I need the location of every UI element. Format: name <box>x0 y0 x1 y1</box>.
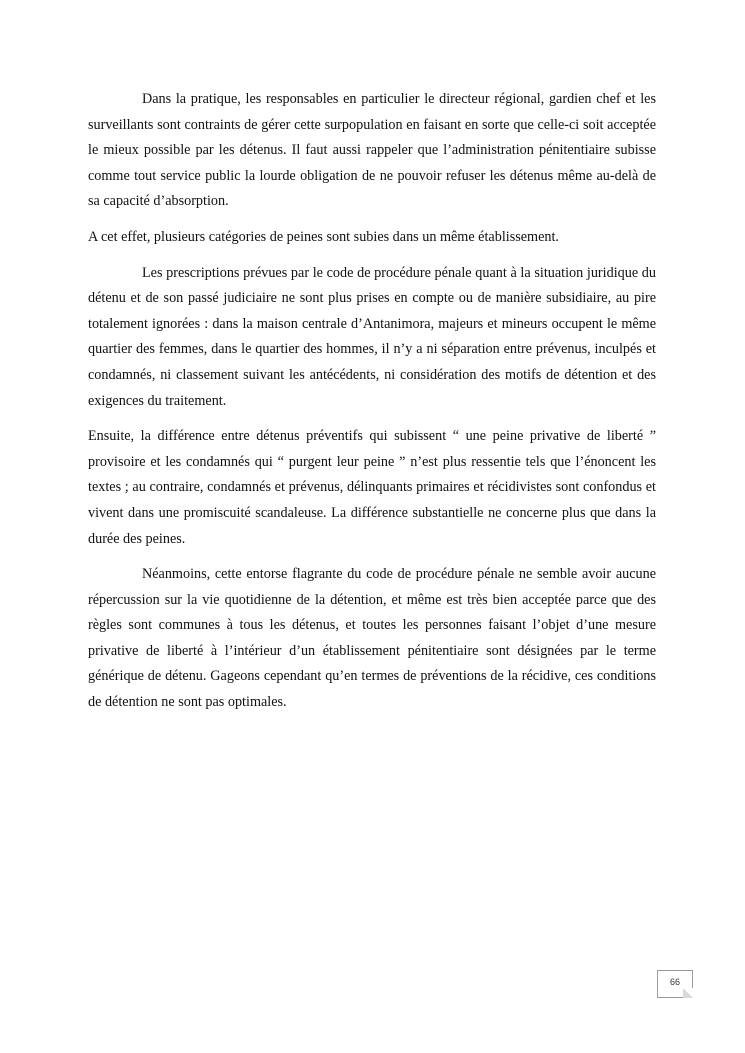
paragraph-penalty-categories: A cet effet, plusieurs catégories de peines sont subies dans un même établissement. <box>88 228 559 245</box>
page-number: 66 <box>669 977 680 987</box>
paragraph-prescriptions: Les prescriptions prévues par le code de procédure pénale quant à la situation juridique du détenu et de son passé judiciaire ne sont plus prises en compte ou de manière subsidiaire, au pire totalement ignorées : dans la maison centrale d’Antanimora, majeurs et mineurs occupent le même quartier des femmes, dans le quartier des hommes, il n’y a ni séparation entre prévenus, inculpés et condamnés, ni classement suivant les antécédents, ni considération des motifs de détention et des exigences du traitement. <box>88 264 656 409</box>
paragraph-consequences: Néanmoins, cette entorse flagrante du code de procédure pénale ne semble avoir aucune répercussion sur la vie quotidienne de la détention, et même est très bien acceptée parce que des règles sont communes à tous les détenus, et toutes les personnes faisant l’objet d’une mesure privative de liberté à l’intérieur d’un établissement pénitentiaire sont désignées par le terme générique de détenu. Gageons cependant qu’en termes de préventions de la récidive, ces conditions de détention ne sont pas optimales. <box>88 566 656 711</box>
paragraph-detainee-difference: Ensuite, la différence entre détenus préventifs qui subissent “ une peine privative de liberté ” provisoire et les condamnés qui “ purgent leur peine ” n’est plus ressentie tels que l’énoncent les textes ; au contraire, condamnés et prévenus, délinquants primaires et récidivistes sont confondus et vivent dans une promiscuité scandaleuse. La différence substantielle ne concerne plus que dans la durée des peines. <box>88 428 656 547</box>
document-body <box>88 87 656 716</box>
page-curl-icon <box>683 988 693 998</box>
page-number-box <box>657 970 693 998</box>
paragraph-overpopulation: Dans la pratique, les responsables en particulier le directeur régional, gardien chef et les surveillants sont contraints de gérer cette surpopulation en faisant en sorte que celle-ci soit acceptée le mieux possible par les détenus. Il faut aussi rappeler que l’administration pénitentiaire subisse comme tout service public la lourde obligation de ne pouvoir refuser les détenus même au-delà de sa capacité d’absorption. <box>88 91 656 210</box>
